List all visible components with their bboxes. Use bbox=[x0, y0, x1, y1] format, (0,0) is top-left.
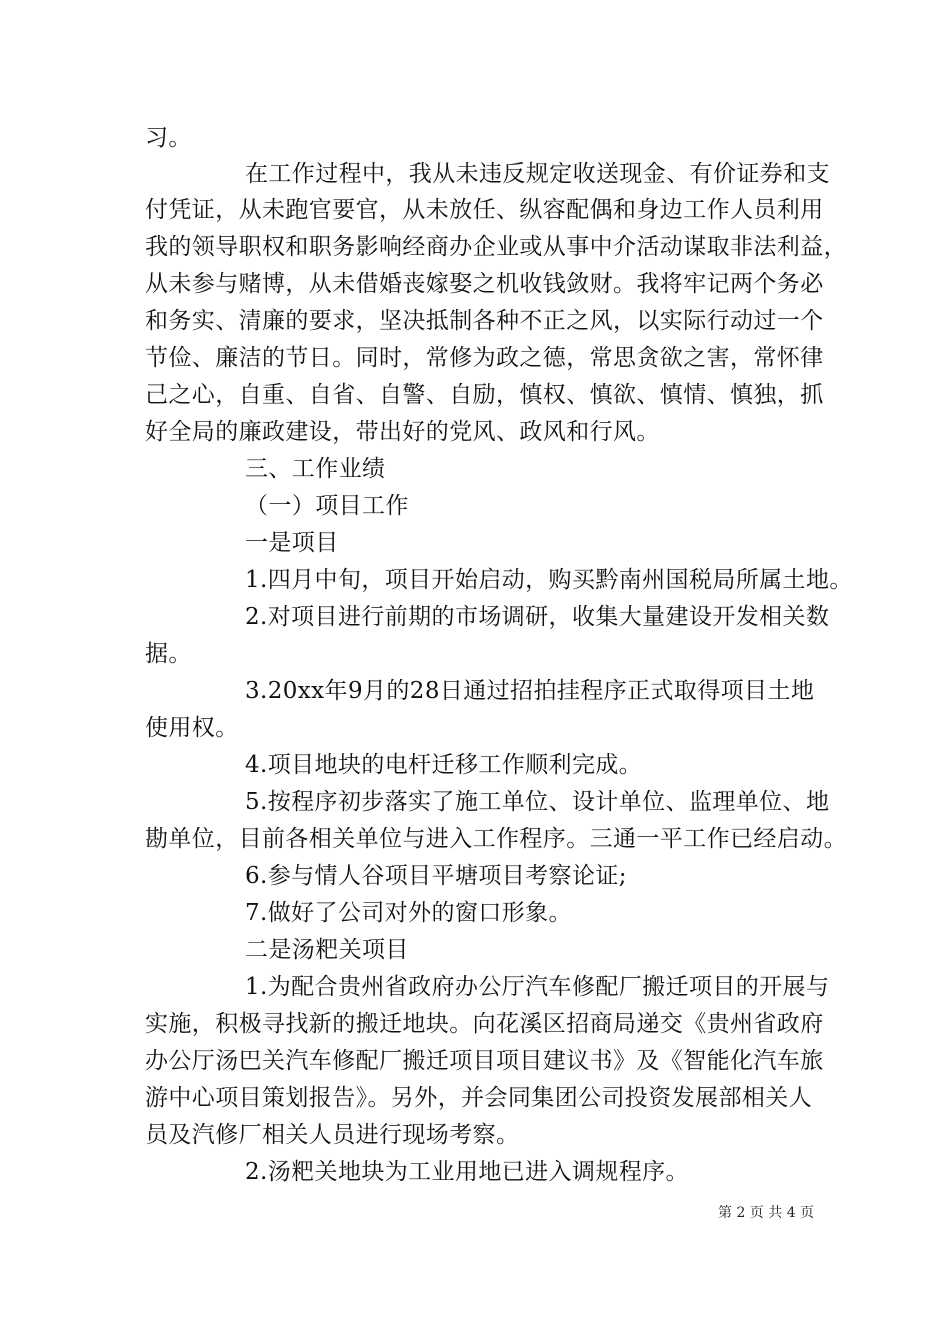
text-line: 己之心，自重、自省、自警、自励，慎权、慎欲、慎情、慎独，抓 bbox=[145, 382, 824, 408]
list-item: 7.做好了公司对外的窗口形象。 bbox=[245, 900, 572, 926]
section-heading: 三、工作业绩 bbox=[245, 456, 386, 482]
list-item: 2.汤粑关地块为工业用地已进入调规程序。 bbox=[245, 1159, 689, 1185]
text-line: 员及汽修厂相关人员进行现场考察。 bbox=[145, 1122, 520, 1148]
list-item: 2.对项目进行前期的市场调研，收集大量建设开发相关数 bbox=[245, 604, 830, 630]
text-line: 节俭、廉洁的节日。同时，常修为政之德，常思贪欲之害，常怀律 bbox=[145, 345, 824, 371]
text-line: 付凭证，从未跑官要官，从未放任、纵容配偶和身边工作人员利用 bbox=[145, 197, 824, 223]
list-item: 1.四月中旬，项目开始启动，购买黔南州国税局所属土地。 bbox=[245, 567, 853, 593]
subsection-heading: （一）项目工作 bbox=[245, 493, 409, 519]
text-line: 和务实、清廉的要求，坚决抵制各种不正之风，以实际行动过一个 bbox=[145, 308, 824, 334]
text-line: 好全局的廉政建设，带出好的党风、政风和行风。 bbox=[145, 419, 660, 445]
text-line: 办公厅汤巴关汽车修配厂搬迁项目项目建议书》及《智能化汽车旅 bbox=[145, 1048, 824, 1074]
list-item: 5.按程序初步落实了施工单位、设计单位、监理单位、地 bbox=[245, 789, 830, 815]
text-line: 我的领导职权和职务影响经商办企业或从事中介活动谋取非法利益， bbox=[145, 234, 847, 260]
list-item: 6.参与情人谷项目平塘项目考察论证; bbox=[245, 863, 627, 889]
text-line: 勘单位，目前各相关单位与进入工作程序。三通一平工作已经启动。 bbox=[145, 826, 847, 852]
text-line: 游中心项目策划报告》。另外，并会同集团公司投资发展部相关人 bbox=[145, 1085, 813, 1111]
text-line: 习。 bbox=[145, 125, 192, 151]
list-item: 3.20xx年9月的28日通过招拍挂程序正式取得项目土地 bbox=[245, 678, 815, 704]
list-item: 4.项目地块的电杆迁移工作顺利完成。 bbox=[245, 752, 643, 778]
text-line: 使用权。 bbox=[145, 715, 239, 741]
item-heading: 二是汤粑关项目 bbox=[245, 937, 409, 963]
list-item: 1.为配合贵州省政府办公厅汽车修配厂搬迁项目的开展与 bbox=[245, 974, 830, 1000]
text-line: 据。 bbox=[145, 641, 192, 667]
text-line: 从未参与赌博，从未借婚丧嫁娶之机收钱敛财。我将牢记两个务必 bbox=[145, 271, 824, 297]
text-line: 实施，积极寻找新的搬迁地块。向花溪区招商局递交《贵州省政府 bbox=[145, 1011, 824, 1037]
text-line: 在工作过程中，我从未违反规定收送现金、有价证券和支 bbox=[245, 161, 830, 187]
item-heading: 一是项目 bbox=[245, 530, 339, 556]
page-number: 第 2 页 共 4 页 bbox=[718, 1205, 815, 1221]
